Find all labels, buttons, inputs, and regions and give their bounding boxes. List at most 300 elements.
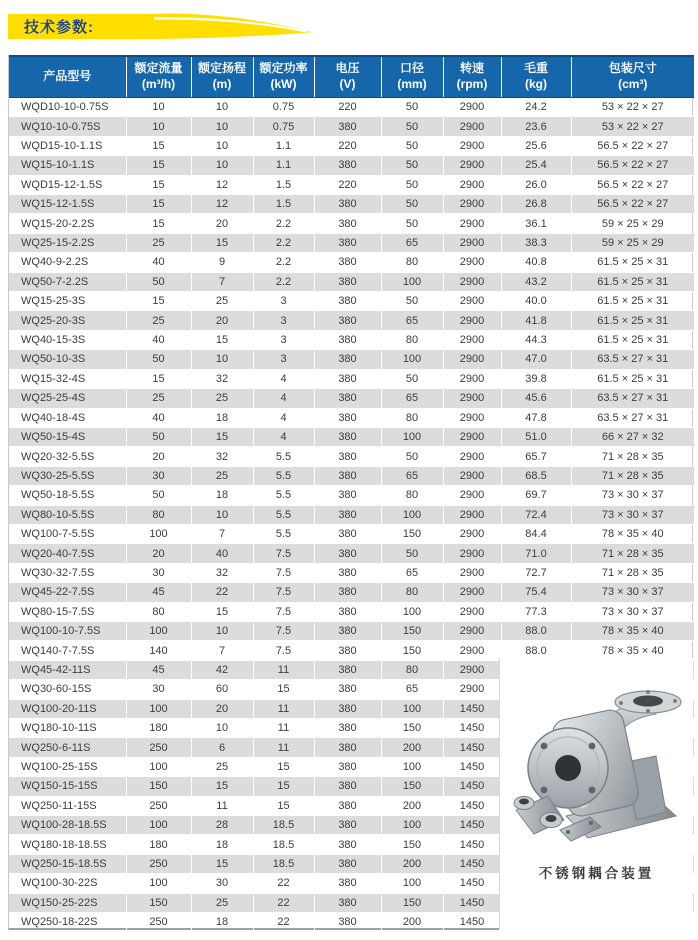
cell-value: 15 bbox=[253, 796, 314, 815]
cell-value: 50 bbox=[126, 350, 191, 369]
cell-value: 10 bbox=[126, 117, 191, 136]
cell-value: 18.5 bbox=[253, 835, 314, 854]
product-photo-panel bbox=[499, 658, 693, 930]
cell-value: 220 bbox=[314, 136, 381, 155]
table-row bbox=[9, 350, 694, 369]
cell-value: 380 bbox=[314, 330, 381, 349]
cell-value: 380 bbox=[314, 524, 381, 543]
cell-value: 2900 bbox=[443, 117, 501, 136]
column-header-3: 额定扬程 (m) bbox=[191, 56, 253, 98]
cell-model: WQD10-10-0.75S bbox=[9, 98, 126, 117]
cell-value: 36.1 bbox=[501, 214, 571, 233]
cell-value: 7 bbox=[191, 272, 253, 291]
cell-value: 32 bbox=[191, 563, 253, 582]
cell-model: WQ50-15-4S bbox=[9, 427, 126, 446]
cell-model: WQD15-10-1.1S bbox=[9, 136, 126, 155]
cell-value: 2900 bbox=[443, 660, 501, 679]
cell-model: WQ150-25-22S bbox=[9, 893, 126, 912]
cell-value: 72.4 bbox=[501, 505, 571, 524]
cell-model: WQ250-6-11S bbox=[9, 738, 126, 757]
cell-value: 80 bbox=[381, 583, 443, 602]
cell-value: 200 bbox=[381, 854, 443, 873]
cell-value: 73 × 30 × 37 bbox=[571, 486, 694, 505]
cell-model: WQ30-25-5.5S bbox=[9, 466, 126, 485]
cell-value: 44.3 bbox=[501, 330, 571, 349]
table-row bbox=[9, 272, 694, 291]
column-header-2: 额定流量 (m³/h) bbox=[126, 56, 191, 98]
cell-value: 150 bbox=[381, 641, 443, 660]
cell-value: 4 bbox=[253, 408, 314, 427]
cell-value: 71.0 bbox=[501, 544, 571, 563]
section-title-banner bbox=[8, 5, 318, 45]
cell-model: WQ40-18-4S bbox=[9, 408, 126, 427]
cell-model: WQ45-42-11S bbox=[9, 660, 126, 679]
pump-coupling-photo bbox=[504, 670, 689, 860]
cell-value: 2900 bbox=[443, 369, 501, 388]
cell-value: 2900 bbox=[443, 544, 501, 563]
cell-value: 50 bbox=[381, 136, 443, 155]
cell-value: 72.7 bbox=[501, 563, 571, 582]
cell-value: 61.5 × 25 × 31 bbox=[571, 330, 694, 349]
cell-value: 20 bbox=[191, 311, 253, 330]
cell-value: 380 bbox=[314, 505, 381, 524]
cell-value: 380 bbox=[314, 117, 381, 136]
cell-value: 2.2 bbox=[253, 272, 314, 291]
table-row bbox=[9, 98, 694, 117]
cell-value: 61.5 × 25 × 31 bbox=[571, 369, 694, 388]
cell-value: 15 bbox=[253, 680, 314, 699]
cell-value: 18 bbox=[191, 486, 253, 505]
cell-value: 2900 bbox=[443, 389, 501, 408]
table-row bbox=[9, 233, 694, 252]
cell-value: 380 bbox=[314, 195, 381, 214]
cell-value: 2900 bbox=[443, 505, 501, 524]
cell-value: 380 bbox=[314, 719, 381, 738]
cell-value: 50 bbox=[126, 486, 191, 505]
cell-value: 380 bbox=[314, 292, 381, 311]
cell-model: WQ50-7-2.2S bbox=[9, 272, 126, 291]
cell-value: 2900 bbox=[443, 427, 501, 446]
cell-value: 18.5 bbox=[253, 854, 314, 873]
table-row bbox=[9, 447, 694, 466]
cell-value: 2900 bbox=[443, 136, 501, 155]
cell-value: 25 bbox=[191, 292, 253, 311]
cell-value: 25 bbox=[126, 389, 191, 408]
cell-value: 380 bbox=[314, 913, 381, 932]
cell-model: WQ50-18-5.5S bbox=[9, 486, 126, 505]
cell-value: 3 bbox=[253, 292, 314, 311]
cell-value: 73 × 30 × 37 bbox=[571, 602, 694, 621]
cell-value: 53 × 22 × 27 bbox=[571, 98, 694, 117]
cell-value: 50 bbox=[381, 544, 443, 563]
cell-model: WQ25-15-2.2S bbox=[9, 233, 126, 252]
cell-model: WQ45-22-7.5S bbox=[9, 583, 126, 602]
cell-value: 380 bbox=[314, 641, 381, 660]
cell-value: 75.4 bbox=[501, 583, 571, 602]
column-header-5: 电压 (V) bbox=[314, 56, 381, 98]
cell-value: 1.1 bbox=[253, 156, 314, 175]
cell-value: 0.75 bbox=[253, 98, 314, 117]
table-row bbox=[9, 602, 694, 621]
cell-value: 380 bbox=[314, 427, 381, 446]
cell-model: WQ100-28-18.5S bbox=[9, 816, 126, 835]
cell-value: 10 bbox=[191, 621, 253, 640]
cell-value: 15 bbox=[191, 602, 253, 621]
column-header-7: 转速 (rpm) bbox=[443, 56, 501, 98]
cell-value: 50 bbox=[381, 447, 443, 466]
spec-table-container bbox=[8, 55, 693, 930]
cell-value: 15 bbox=[126, 136, 191, 155]
cell-model: WQ20-32-5.5S bbox=[9, 447, 126, 466]
cell-value: 15 bbox=[253, 777, 314, 796]
cell-value: 7.5 bbox=[253, 583, 314, 602]
cell-value: 25 bbox=[126, 311, 191, 330]
cell-value: 15 bbox=[126, 195, 191, 214]
cell-value: 50 bbox=[381, 292, 443, 311]
cell-value: 10 bbox=[191, 117, 253, 136]
column-header-6: 口径 (mm) bbox=[381, 56, 443, 98]
cell-value: 20 bbox=[126, 544, 191, 563]
cell-value: 84.4 bbox=[501, 524, 571, 543]
cell-model: WQ80-10-5.5S bbox=[9, 505, 126, 524]
cell-value: 150 bbox=[381, 777, 443, 796]
table-row bbox=[9, 524, 694, 543]
cell-value: 23.6 bbox=[501, 117, 571, 136]
cell-value: 61.5 × 25 × 31 bbox=[571, 311, 694, 330]
cell-value: 65.7 bbox=[501, 447, 571, 466]
cell-value: 71 × 28 × 35 bbox=[571, 466, 694, 485]
cell-value: 1.5 bbox=[253, 195, 314, 214]
cell-value: 100 bbox=[381, 757, 443, 776]
table-row bbox=[9, 408, 694, 427]
cell-value: 200 bbox=[381, 738, 443, 757]
cell-value: 26.0 bbox=[501, 175, 571, 194]
cell-value: 11 bbox=[253, 660, 314, 679]
cell-value: 220 bbox=[314, 175, 381, 194]
cell-value: 1450 bbox=[443, 719, 501, 738]
cell-value: 39.8 bbox=[501, 369, 571, 388]
table-row bbox=[9, 311, 694, 330]
cell-value: 200 bbox=[381, 913, 443, 932]
cell-value: 10 bbox=[191, 505, 253, 524]
cell-value: 18.5 bbox=[253, 816, 314, 835]
cell-value: 63.5 × 27 × 31 bbox=[571, 408, 694, 427]
cell-value: 40 bbox=[126, 408, 191, 427]
cell-value: 11 bbox=[253, 738, 314, 757]
cell-value: 15 bbox=[126, 292, 191, 311]
cell-value: 100 bbox=[126, 524, 191, 543]
cell-value: 32 bbox=[191, 447, 253, 466]
cell-value: 2900 bbox=[443, 583, 501, 602]
cell-value: 7.5 bbox=[253, 641, 314, 660]
cell-value: 65 bbox=[381, 311, 443, 330]
cell-value: 4 bbox=[253, 369, 314, 388]
cell-value: 59 × 25 × 29 bbox=[571, 214, 694, 233]
cell-value: 50 bbox=[381, 156, 443, 175]
cell-value: 2900 bbox=[443, 253, 501, 272]
cell-value: 18 bbox=[191, 408, 253, 427]
cell-model: WQ30-60-15S bbox=[9, 680, 126, 699]
cell-value: 10 bbox=[191, 350, 253, 369]
table-header bbox=[9, 56, 694, 98]
cell-value: 1450 bbox=[443, 835, 501, 854]
cell-model: WQ150-15-15S bbox=[9, 777, 126, 796]
cell-value: 7 bbox=[191, 641, 253, 660]
cell-value: 25 bbox=[191, 466, 253, 485]
cell-value: 25 bbox=[126, 233, 191, 252]
cell-model: WQ15-20-2.2S bbox=[9, 214, 126, 233]
cell-value: 2900 bbox=[443, 408, 501, 427]
cell-value: 56.5 × 22 × 27 bbox=[571, 195, 694, 214]
cell-model: WQ15-25-3S bbox=[9, 292, 126, 311]
cell-value: 2900 bbox=[443, 447, 501, 466]
cell-value: 180 bbox=[126, 835, 191, 854]
cell-value: 56.5 × 22 × 27 bbox=[571, 175, 694, 194]
table-row bbox=[9, 292, 694, 311]
cell-value: 5.5 bbox=[253, 524, 314, 543]
cell-value: 250 bbox=[126, 913, 191, 932]
cell-value: 24.2 bbox=[501, 98, 571, 117]
table-row bbox=[9, 486, 694, 505]
cell-value: 1.5 bbox=[253, 175, 314, 194]
page-title: 技术参数: bbox=[24, 19, 94, 36]
cell-value: 15 bbox=[126, 156, 191, 175]
cell-value: 2900 bbox=[443, 563, 501, 582]
cell-value: 2900 bbox=[443, 233, 501, 252]
cell-value: 11 bbox=[191, 796, 253, 815]
cell-value: 200 bbox=[381, 796, 443, 815]
cell-value: 68.5 bbox=[501, 466, 571, 485]
cell-value: 80 bbox=[381, 408, 443, 427]
cell-value: 2900 bbox=[443, 98, 501, 117]
table-row bbox=[9, 253, 694, 272]
cell-value: 12 bbox=[191, 195, 253, 214]
cell-value: 100 bbox=[126, 699, 191, 718]
cell-value: 78 × 35 × 40 bbox=[571, 641, 694, 660]
cell-value: 1450 bbox=[443, 893, 501, 912]
cell-value: 50 bbox=[381, 117, 443, 136]
cell-value: 380 bbox=[314, 602, 381, 621]
cell-value: 380 bbox=[314, 777, 381, 796]
table-row bbox=[9, 583, 694, 602]
cell-value: 80 bbox=[381, 253, 443, 272]
cell-value: 2900 bbox=[443, 680, 501, 699]
cell-value: 5.5 bbox=[253, 466, 314, 485]
cell-value: 7.5 bbox=[253, 544, 314, 563]
cell-value: 250 bbox=[126, 796, 191, 815]
column-header-8: 毛重 (kg) bbox=[501, 56, 571, 98]
cell-value: 47.8 bbox=[501, 408, 571, 427]
cell-value: 30 bbox=[126, 680, 191, 699]
cell-value: 7.5 bbox=[253, 621, 314, 640]
cell-value: 380 bbox=[314, 350, 381, 369]
column-header-9: 包装尺寸 (cm³) bbox=[571, 56, 694, 98]
cell-value: 59 × 25 × 29 bbox=[571, 233, 694, 252]
cell-value: 2900 bbox=[443, 156, 501, 175]
cell-value: 50 bbox=[126, 427, 191, 446]
cell-value: 380 bbox=[314, 156, 381, 175]
cell-model: WQ180-18-18.5S bbox=[9, 835, 126, 854]
cell-value: 0.75 bbox=[253, 117, 314, 136]
cell-value: 2900 bbox=[443, 486, 501, 505]
cell-value: 220 bbox=[314, 98, 381, 117]
table-row bbox=[9, 156, 694, 175]
cell-value: 18 bbox=[191, 835, 253, 854]
cell-value: 250 bbox=[126, 738, 191, 757]
cell-value: 42 bbox=[191, 660, 253, 679]
column-header-1: 产品型号 bbox=[9, 56, 126, 98]
cell-value: 78 × 35 × 40 bbox=[571, 621, 694, 640]
cell-value: 1450 bbox=[443, 738, 501, 757]
cell-value: 60 bbox=[191, 680, 253, 699]
cell-value: 10 bbox=[191, 98, 253, 117]
cell-value: 80 bbox=[126, 602, 191, 621]
cell-value: 11 bbox=[253, 719, 314, 738]
cell-value: 100 bbox=[126, 757, 191, 776]
cell-value: 40 bbox=[126, 330, 191, 349]
cell-value: 1450 bbox=[443, 854, 501, 873]
cell-value: 28 bbox=[191, 816, 253, 835]
cell-value: 7 bbox=[191, 524, 253, 543]
cell-value: 50 bbox=[381, 214, 443, 233]
cell-value: 150 bbox=[126, 777, 191, 796]
cell-model: WQ10-10-0.75S bbox=[9, 117, 126, 136]
cell-value: 2900 bbox=[443, 311, 501, 330]
cell-model: WQ250-15-18.5S bbox=[9, 854, 126, 873]
cell-value: 20 bbox=[126, 447, 191, 466]
cell-value: 69.7 bbox=[501, 486, 571, 505]
cell-value: 380 bbox=[314, 563, 381, 582]
cell-value: 50 bbox=[381, 195, 443, 214]
table-row bbox=[9, 214, 694, 233]
table-row bbox=[9, 195, 694, 214]
cell-value: 7.5 bbox=[253, 602, 314, 621]
cell-value: 88.0 bbox=[501, 641, 571, 660]
cell-value: 100 bbox=[381, 350, 443, 369]
cell-value: 380 bbox=[314, 893, 381, 912]
cell-value: 25 bbox=[191, 893, 253, 912]
cell-value: 380 bbox=[314, 796, 381, 815]
cell-value: 3 bbox=[253, 330, 314, 349]
cell-value: 150 bbox=[126, 893, 191, 912]
cell-value: 380 bbox=[314, 621, 381, 640]
cell-model: WQ40-9-2.2S bbox=[9, 253, 126, 272]
cell-value: 20 bbox=[191, 699, 253, 718]
cell-value: 26.8 bbox=[501, 195, 571, 214]
cell-value: 2900 bbox=[443, 466, 501, 485]
cell-value: 5.5 bbox=[253, 505, 314, 524]
cell-value: 65 bbox=[381, 233, 443, 252]
cell-value: 2.2 bbox=[253, 214, 314, 233]
cell-value: 50 bbox=[126, 272, 191, 291]
cell-value: 22 bbox=[253, 893, 314, 912]
cell-model: WQ20-40-7.5S bbox=[9, 544, 126, 563]
cell-value: 45.6 bbox=[501, 389, 571, 408]
cell-value: 10 bbox=[191, 719, 253, 738]
cell-value: 380 bbox=[314, 311, 381, 330]
cell-value: 380 bbox=[314, 874, 381, 893]
cell-value: 32 bbox=[191, 369, 253, 388]
cell-value: 250 bbox=[126, 854, 191, 873]
cell-value: 380 bbox=[314, 369, 381, 388]
cell-value: 65 bbox=[381, 389, 443, 408]
column-header-4: 额定功率 (kW) bbox=[253, 56, 314, 98]
cell-value: 77.3 bbox=[501, 602, 571, 621]
cell-value: 22 bbox=[253, 874, 314, 893]
cell-value: 65 bbox=[381, 680, 443, 699]
cell-value: 1.1 bbox=[253, 136, 314, 155]
cell-value: 71 × 28 × 35 bbox=[571, 563, 694, 582]
cell-value: 380 bbox=[314, 272, 381, 291]
table-row bbox=[9, 330, 694, 349]
cell-value: 2.2 bbox=[253, 253, 314, 272]
cell-value: 2900 bbox=[443, 641, 501, 660]
cell-value: 380 bbox=[314, 816, 381, 835]
cell-value: 1450 bbox=[443, 816, 501, 835]
cell-value: 61.5 × 25 × 31 bbox=[571, 253, 694, 272]
cell-value: 45 bbox=[126, 583, 191, 602]
cell-value: 38.3 bbox=[501, 233, 571, 252]
cell-value: 43.2 bbox=[501, 272, 571, 291]
cell-value: 66 × 27 × 32 bbox=[571, 427, 694, 446]
cell-model: WQ180-10-11S bbox=[9, 719, 126, 738]
cell-value: 63.5 × 27 × 31 bbox=[571, 389, 694, 408]
table-row bbox=[9, 544, 694, 563]
cell-value: 140 bbox=[126, 641, 191, 660]
cell-value: 2900 bbox=[443, 350, 501, 369]
cell-value: 15 bbox=[191, 777, 253, 796]
cell-value: 73 × 30 × 37 bbox=[571, 505, 694, 524]
cell-value: 15 bbox=[191, 854, 253, 873]
cell-value: 22 bbox=[253, 913, 314, 932]
table-row bbox=[9, 505, 694, 524]
cell-value: 150 bbox=[381, 893, 443, 912]
cell-value: 25 bbox=[191, 757, 253, 776]
cell-value: 2900 bbox=[443, 330, 501, 349]
cell-value: 80 bbox=[126, 505, 191, 524]
cell-value: 15 bbox=[126, 369, 191, 388]
cell-model: WQ100-7-5.5S bbox=[9, 524, 126, 543]
cell-value: 380 bbox=[314, 757, 381, 776]
cell-model: WQ250-11-15S bbox=[9, 796, 126, 815]
cell-value: 71 × 28 × 35 bbox=[571, 447, 694, 466]
cell-value: 56.5 × 22 × 27 bbox=[571, 156, 694, 175]
table-header-row bbox=[9, 56, 694, 98]
cell-value: 22 bbox=[191, 583, 253, 602]
cell-model: WQ15-10-1.1S bbox=[9, 156, 126, 175]
cell-value: 100 bbox=[381, 699, 443, 718]
cell-model: WQ15-12-1.5S bbox=[9, 195, 126, 214]
cell-value: 80 bbox=[381, 660, 443, 679]
cell-value: 51.0 bbox=[501, 427, 571, 446]
cell-value: 30 bbox=[126, 466, 191, 485]
cell-value: 380 bbox=[314, 253, 381, 272]
cell-value: 2900 bbox=[443, 621, 501, 640]
cell-value: 3 bbox=[253, 311, 314, 330]
cell-value: 4 bbox=[253, 389, 314, 408]
cell-value: 18 bbox=[191, 913, 253, 932]
cell-model: WQ100-10-7.5S bbox=[9, 621, 126, 640]
cell-model: WQ100-25-15S bbox=[9, 757, 126, 776]
cell-value: 11 bbox=[253, 699, 314, 718]
cell-model: WQ15-32-4S bbox=[9, 369, 126, 388]
cell-value: 10 bbox=[191, 156, 253, 175]
cell-model: WQD15-12-1.5S bbox=[9, 175, 126, 194]
cell-value: 15 bbox=[126, 214, 191, 233]
cell-value: 150 bbox=[381, 719, 443, 738]
cell-value: 80 bbox=[381, 330, 443, 349]
cell-value: 71 × 28 × 35 bbox=[571, 544, 694, 563]
